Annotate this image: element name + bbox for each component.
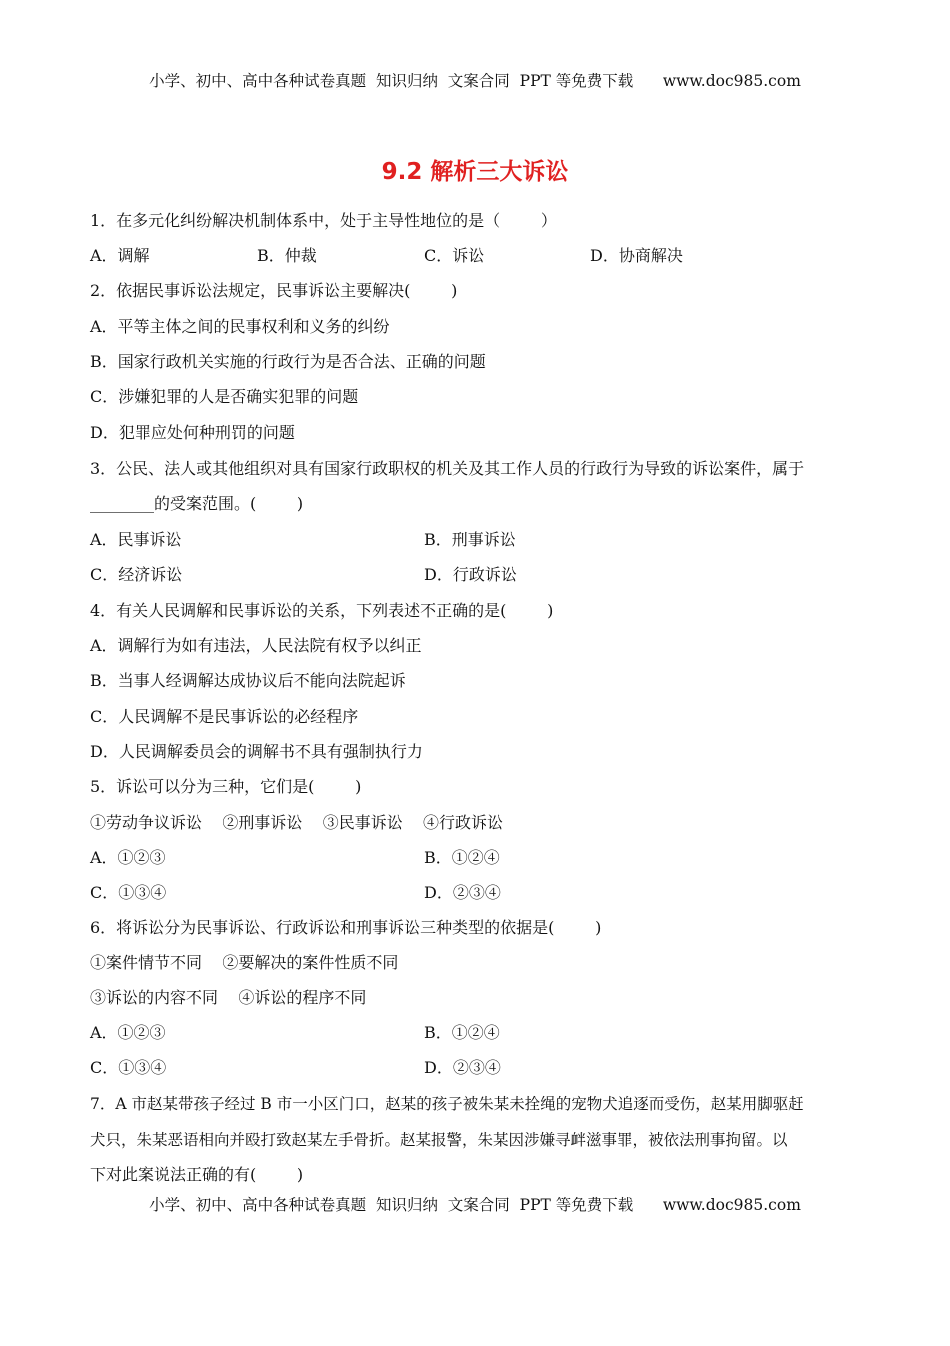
question-5-option-c: C．①③④ <box>90 883 167 902</box>
question-2-option-c: C．涉嫌犯罪的人是否确实犯罪的问题 <box>90 387 359 406</box>
question-6-stem: 6．将诉讼分为民事诉讼、行政诉讼和刑事诉讼三种类型的依据是( ) <box>90 918 602 937</box>
page-title: 9.2 解析三大诉讼 <box>381 159 569 185</box>
question-6-option-a: A．①②③ <box>90 1023 166 1042</box>
footer-banner: 小学、初中、高中各种试卷真题 知识归纳 文案合同 PPT 等免费下载 www.doc985.com <box>149 1196 801 1214</box>
question-7-line2: 犬只，朱某恶语相向并殴打致赵某左手骨折。赵某报警，朱某因涉嫌寻衅滋事罪，被依法刑事拘留。以 <box>90 1131 788 1149</box>
question-5-option-a: A．①②③ <box>90 848 166 867</box>
question-4-option-a: A．调解行为如有违法，人民法院有权予以纠正 <box>90 636 422 655</box>
question-3-option-c: C．经济诉讼 <box>90 565 183 584</box>
question-3-option-a: A．民事诉讼 <box>90 530 182 549</box>
question-5-items: ①劳动争议诉讼 ②刑事诉讼 ③民事诉讼 ④行政诉讼 <box>90 813 504 832</box>
question-1-option-c: C．诉讼 <box>424 246 485 265</box>
question-2-option-a: A．平等主体之间的民事权利和义务的纠纷 <box>90 317 390 336</box>
question-3-stem-line2: ________的受案范围。( ) <box>90 494 304 513</box>
question-7-line3: 下对此案说法正确的有( ) <box>90 1165 304 1184</box>
question-5-option-b: B．①②④ <box>424 848 500 867</box>
question-4-option-b: B．当事人经调解达成协议后不能向法院起诉 <box>90 671 406 690</box>
question-3-option-d: D．行政诉讼 <box>424 565 517 584</box>
question-4-stem: 4．有关人民调解和民事诉讼的关系，下列表述不正确的是( ) <box>90 601 554 620</box>
question-2-option-b: B．国家行政机关实施的行政行为是否合法、正确的问题 <box>90 352 486 371</box>
question-6-items-line2: ③诉讼的内容不同 ④诉讼的程序不同 <box>90 988 367 1007</box>
question-7-line1: 7．A 市赵某带孩子经过 B 市一小区门口，赵某的孩子被朱某未拴绳的宠物犬追逐而受伤，赵某用脚驱赶 <box>90 1095 804 1113</box>
question-5-stem: 5．诉讼可以分为三种，它们是( ) <box>90 777 362 796</box>
question-1-option-a: A．调解 <box>90 246 150 265</box>
header-banner: 小学、初中、高中各种试卷真题 知识归纳 文案合同 PPT 等免费下载 www.doc985.com <box>149 72 801 90</box>
question-3-option-b: B．刑事诉讼 <box>424 530 516 549</box>
question-6-option-b: B．①②④ <box>424 1023 500 1042</box>
question-4-option-c: C．人民调解不是民事诉讼的必经程序 <box>90 707 359 726</box>
question-5-option-d: D．②③④ <box>424 883 501 902</box>
question-1-option-b: B．仲裁 <box>257 246 317 265</box>
question-1-option-d: D．协商解决 <box>590 246 683 265</box>
question-1-stem: 1．在多元化纠纷解决机制体系中，处于主导性地位的是（ ） <box>90 211 557 230</box>
question-6-items-line1: ①案件情节不同 ②要解决的案件性质不同 <box>90 953 399 972</box>
question-4-option-d: D．人民调解委员会的调解书不具有强制执行力 <box>90 742 423 761</box>
question-6-option-d: D．②③④ <box>424 1058 501 1077</box>
question-2-stem: 2．依据民事诉讼法规定，民事诉讼主要解决( ) <box>90 281 458 300</box>
question-6-option-c: C．①③④ <box>90 1058 167 1077</box>
question-3-stem-line1: 3．公民、法人或其他组织对具有国家行政职权的机关及其工作人员的行政行为导致的诉讼案件，属于 <box>90 459 805 478</box>
question-2-option-d: D．犯罪应处何种刑罚的问题 <box>90 423 295 442</box>
